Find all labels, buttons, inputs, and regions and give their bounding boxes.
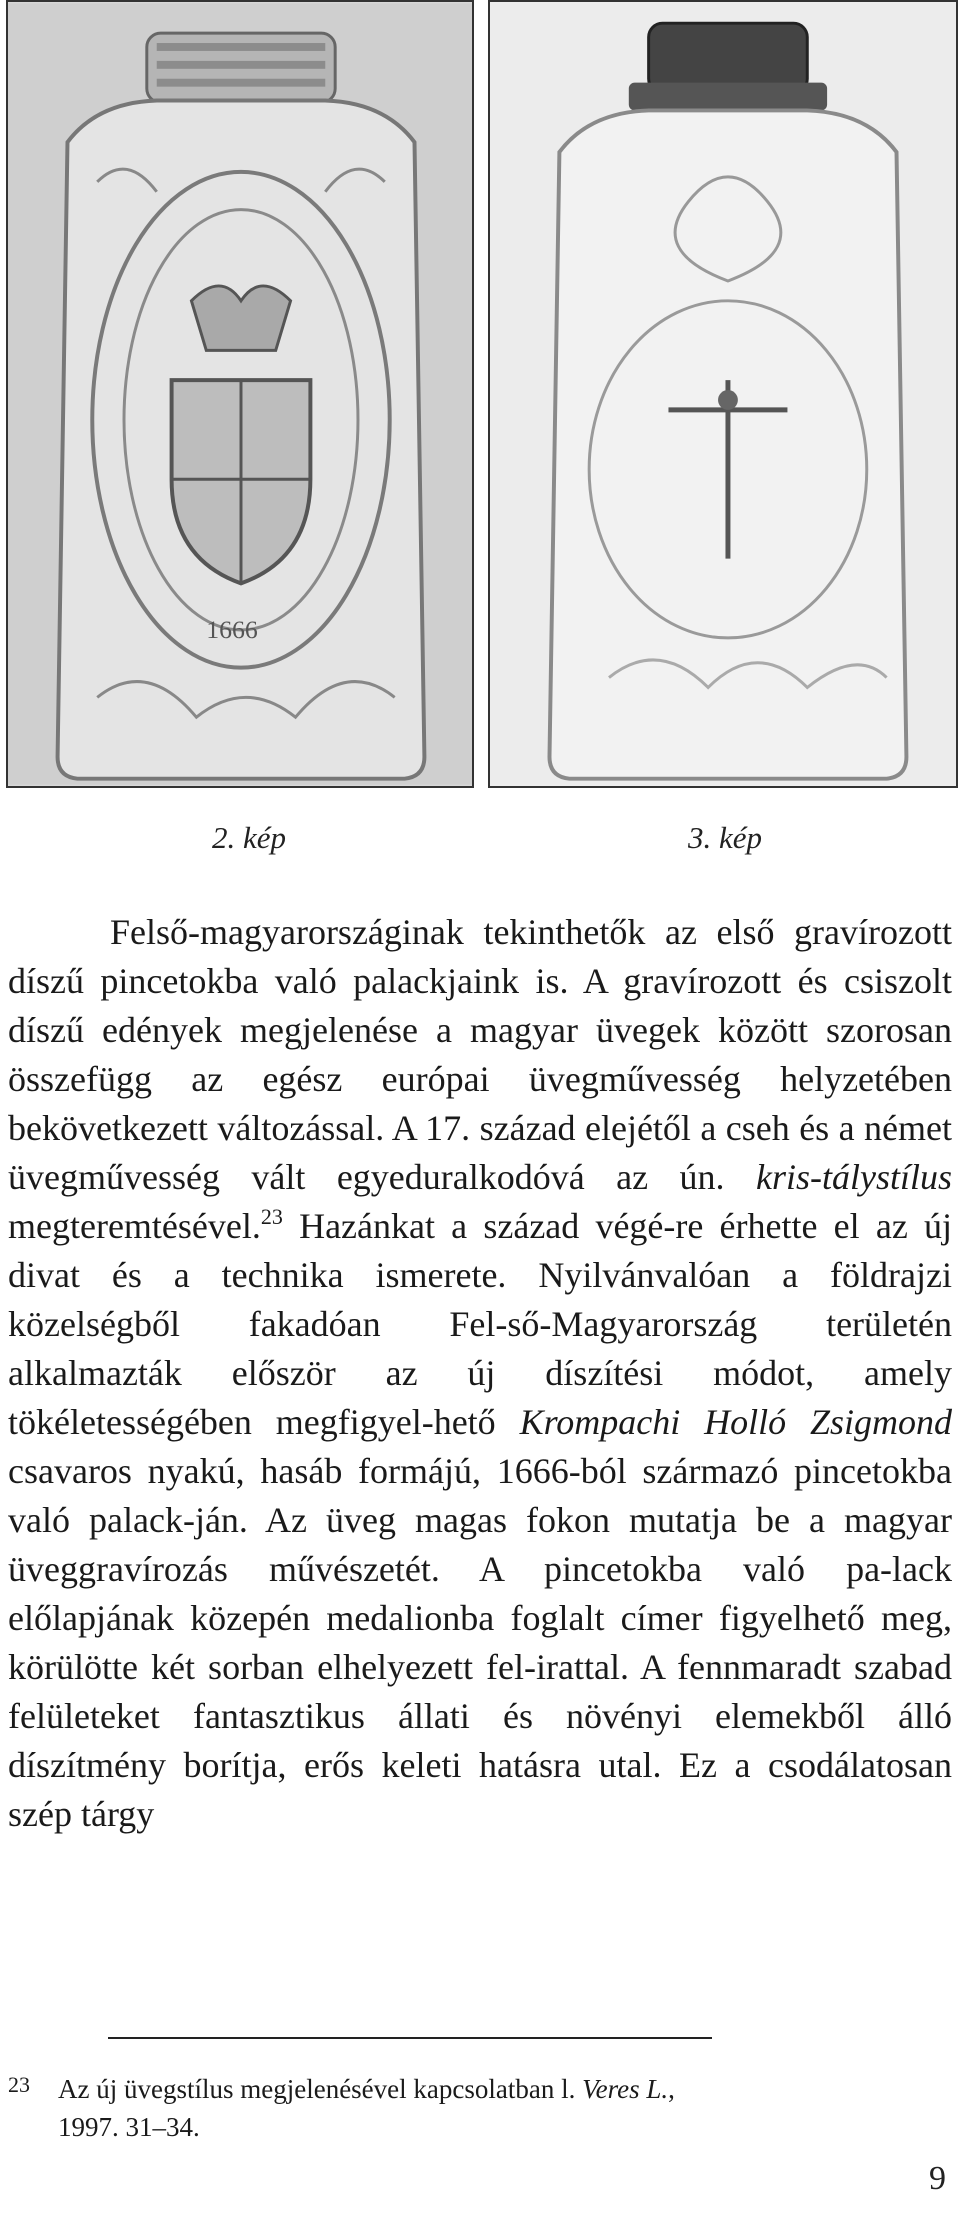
figure-caption-3: 3. kép — [688, 820, 763, 855]
photo-engraved-flask-coat-of-arms — [6, 0, 474, 788]
footnote-ref-23[interactable]: 23 — [260, 1204, 283, 1229]
footnote-text — [58, 2074, 675, 2104]
footnote-text-run-2: , — [668, 2074, 675, 2104]
photo-engraved-flask-crucifix — [488, 0, 958, 788]
body-text-run-3: Hazánkat a század végé-re érhette el az új divat és a technika ismerete. Nyilvánvalóan a földrajzi közelségből fakadóan Fel-ső-Magyarország területén alkalmazták először az új díszítési módot, amely tökéletességében megfigyel-hető — [8, 1206, 952, 1442]
footnote-citation: 1997. 31–34. — [58, 2112, 200, 2142]
page-number: 9 — [929, 2160, 946, 2197]
figure-caption-2: 2. kép — [212, 820, 287, 855]
body-text-run-1: Felső-magyarországinak tekinthetők az első gravírozott díszű pincetokba való palackjaink is. A gravírozott és csiszolt díszű edények megjelenése a magyar üvegek között szorosan összefügg az egész európai üvegművesség helyzetében bekövetkezett változással. A 17. század elejétől a cseh és a német üvegművesség vált egyeduralkodóvá az ún. — [8, 912, 952, 1197]
body-text — [8, 908, 952, 1839]
footnote-separator — [108, 2037, 712, 2039]
footnote-23 — [8, 2066, 952, 2146]
engraved-year: 1666 — [206, 614, 258, 644]
body-text-run-2: megteremtésével. — [8, 1206, 261, 1246]
body-paragraph — [8, 908, 952, 1839]
footnote-text-run-1: Az új üvegstílus megjelenésével kapcsolatban l. — [58, 2074, 583, 2104]
footnote-author: Veres L. — [582, 2074, 669, 2104]
name-krompachi-hollo-zsigmond: Krompachi Holló Zsigmond — [519, 1402, 952, 1442]
footnote-number: 23 — [8, 2072, 30, 2097]
term-kristalystilus: kris-tálystílus — [756, 1157, 952, 1197]
body-text-run-4: csavaros nyakú, hasáb formájú, 1666-ból származó pincetokba való palack-ján. Az üveg magas fokon mutatja be a magyar üveggravírozás művészetét. A pincetokba való pa-lack előlapjának közepén medalionba foglalt címer figyelhető meg, körülötte két sorban elhelyezett fel-irattal. A fennmaradt szabad felületeket fantasztikus állati és növényi elemekből álló díszítmény borítja, erős keleti hatásra utal. Ez a csodálatosan szép tárgy — [8, 1451, 952, 1834]
